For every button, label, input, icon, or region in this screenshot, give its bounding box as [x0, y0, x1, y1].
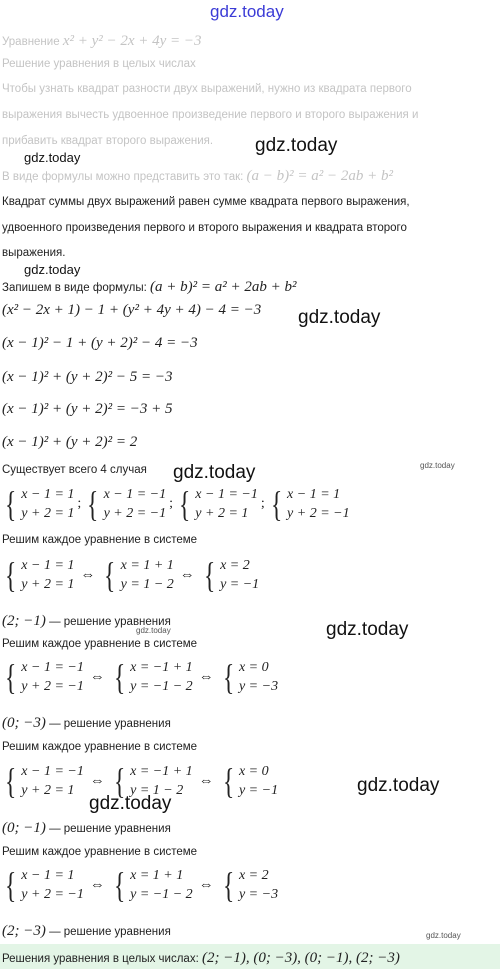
- step-5: (x − 1)² + (y + 2)² = 2: [2, 434, 138, 450]
- equivalence-arrow-icon: ⇔: [80, 566, 96, 583]
- block-2-result-text: — решение уравнения: [49, 718, 171, 730]
- watermark: gdz.today: [173, 462, 256, 483]
- separator: ;: [169, 496, 174, 511]
- case-3-eq-2: y + 2 = 1: [195, 506, 249, 521]
- case-3-eq-1: x − 1 = −1: [195, 487, 258, 502]
- block-1-b-2: y = 1 − 2: [120, 577, 174, 592]
- case-1-eq-2: y + 2 = 1: [21, 506, 75, 521]
- block-4-b-1: x = 1 + 1: [130, 868, 184, 883]
- watermark: gdz.today: [255, 135, 338, 156]
- intro-line-1: Чтобы узнать квадрат разности двух выражений, нужно из квадрата первого: [2, 83, 412, 95]
- equivalence-arrow-icon: ⇔: [198, 772, 214, 789]
- final-answer-label: Решения уравнения в целых числах:: [2, 953, 199, 965]
- block-1-b-1: x = 1 + 1: [120, 558, 174, 573]
- block-1-label: Решим каждое уравнение в системе: [2, 534, 198, 546]
- block-4-b-2: y = −1 − 2: [130, 887, 193, 902]
- brace-icon: {: [222, 761, 234, 801]
- equivalence-arrow-icon: ⇔: [89, 876, 105, 893]
- block-1-c-2: y = −1: [220, 577, 260, 592]
- equivalence-arrow-icon: ⇔: [198, 668, 214, 685]
- brace-icon: {: [104, 555, 116, 595]
- case-2-eq-1: x − 1 = −1: [103, 487, 167, 502]
- brace-icon: {: [222, 865, 234, 905]
- block-4-c-1: x = 2: [238, 868, 269, 883]
- brace-icon: {: [113, 761, 126, 801]
- sum-formula: (a + b)² = a² + 2ab + b²: [150, 279, 297, 295]
- case-4-eq-2: y + 2 = −1: [287, 506, 350, 521]
- watermark: gdz.today: [357, 775, 440, 796]
- watermark: gdz.today: [298, 307, 381, 328]
- step-3: (x − 1)² + (y + 2)² − 5 = −3: [2, 369, 173, 385]
- block-4-a-2: y + 2 = −1: [21, 887, 84, 902]
- block-3-c-2: y = −1: [238, 783, 279, 798]
- separator: ;: [77, 496, 82, 511]
- block-2-result-value: (0; −3): [2, 715, 46, 731]
- block-2-c-2: y = −3: [238, 679, 279, 694]
- equation-label: Уравнение: [2, 36, 60, 48]
- equivalence-arrow-icon: ⇔: [89, 668, 105, 685]
- step-1: (x² − 2x + 1) − 1 + (y² + 4y + 4) − 4 = −3: [2, 302, 262, 318]
- sum-formula-label: Запишем в виде формулы:: [2, 282, 147, 294]
- final-answer-values: (2; −1), (0; −3), (0; −1), (2; −3): [201, 950, 400, 966]
- case-1-eq-1: x − 1 = 1: [21, 487, 75, 502]
- intro-line-2: выражения вычесть удвоенное произведение первого и второго выражения и: [2, 109, 419, 121]
- brace-icon: {: [5, 484, 17, 524]
- block-2-a-2: y + 2 = −1: [21, 679, 84, 694]
- watermark: gdz.today: [24, 150, 81, 165]
- brace-icon: {: [203, 555, 216, 595]
- block-4-c-2: y = −3: [238, 887, 279, 902]
- brace-icon: {: [179, 484, 191, 524]
- block-2-a-1: x − 1 = −1: [21, 660, 84, 675]
- case-4-eq-1: x − 1 = 1: [287, 487, 341, 502]
- watermark: gdz.today: [326, 619, 409, 640]
- block-2-result: [2, 710, 171, 738]
- brace-icon: {: [270, 484, 283, 524]
- difference-formula-label: В виде формулы можно представить это так:: [2, 171, 244, 183]
- equation-heading: [2, 28, 202, 56]
- block-2-chain: [2, 658, 278, 696]
- brace-icon: {: [5, 657, 17, 697]
- block-4-a-1: x − 1 = 1: [21, 868, 75, 883]
- block-1-c-1: x = 2: [220, 558, 250, 573]
- block-1-chain: [2, 556, 259, 594]
- difference-formula: (a − b)² = a² − 2ab + b²: [246, 168, 394, 184]
- rule-line-3: выражения.: [2, 247, 66, 259]
- watermark: gdz.today: [136, 626, 171, 635]
- watermark: gdz.today: [426, 931, 461, 940]
- separator: ;: [260, 496, 265, 511]
- block-1-a-1: x − 1 = 1: [21, 558, 75, 573]
- brace-icon: {: [113, 865, 126, 905]
- block-4-chain: [2, 866, 278, 904]
- rule-line-1: Квадрат суммы двух выражений равен сумме квадрата первого выражения,: [2, 196, 410, 208]
- step-4: (x − 1)² + (y + 2)² = −3 + 5: [2, 401, 173, 417]
- block-2-label: Решим каждое уравнение в системе: [2, 638, 198, 650]
- block-4-result-text: — решение уравнения: [49, 926, 171, 938]
- brace-icon: {: [5, 555, 17, 595]
- block-3-label: Решим каждое уравнение в системе: [2, 741, 198, 753]
- block-3-result-value: (0; −1): [2, 820, 46, 836]
- block-4-label: Решим каждое уравнение в системе: [2, 846, 198, 858]
- intro-line-3: прибавить квадрат второго выражения.: [2, 135, 214, 147]
- cases-label: Существует всего 4 случая: [2, 464, 147, 476]
- equivalence-arrow-icon: ⇔: [179, 566, 195, 583]
- block-1-a-2: y + 2 = 1: [21, 577, 75, 592]
- watermark: gdz.today: [89, 793, 172, 814]
- brace-icon: {: [113, 657, 126, 697]
- equation: x² + y² − 2x + 4y = −3: [62, 33, 202, 49]
- brace-icon: {: [222, 657, 234, 697]
- brace-icon: {: [87, 484, 99, 524]
- case-2-eq-2: y + 2 = −1: [103, 506, 167, 521]
- block-3-a-2: y + 2 = 1: [21, 783, 75, 798]
- block-3-result: [2, 815, 171, 843]
- case-systems: [2, 485, 350, 523]
- block-3-b-2: y = 1 − 2: [130, 783, 184, 798]
- difference-formula-line: [2, 163, 393, 191]
- sum-formula-line: [2, 274, 297, 302]
- block-3-result-text: — решение уравнения: [49, 823, 171, 835]
- block-2-c-1: x = 0: [238, 660, 269, 675]
- block-3-c-1: x = 0: [238, 764, 269, 779]
- step-2: (x − 1)² − 1 + (y + 2)² − 4 = −3: [2, 335, 198, 351]
- block-4-result: [2, 918, 171, 946]
- block-3-b-1: x = −1 + 1: [130, 764, 193, 779]
- block-4-result-value: (2; −3): [2, 923, 46, 939]
- equivalence-arrow-icon: ⇔: [198, 876, 214, 893]
- brace-icon: {: [5, 761, 17, 801]
- watermark: gdz.today: [24, 262, 81, 277]
- block-2-b-2: y = −1 − 2: [130, 679, 193, 694]
- watermark: gdz.today: [420, 461, 455, 470]
- block-1-result-text: — решение уравнения: [49, 616, 171, 628]
- equivalence-arrow-icon: ⇔: [89, 772, 105, 789]
- brace-icon: {: [5, 865, 17, 905]
- rule-line-2: удвоенного произведения первого и второго выражения и квадрата второго: [2, 222, 407, 234]
- top-watermark: gdz.today: [210, 2, 284, 21]
- block-1-result-value: (2; −1): [2, 613, 46, 629]
- block-2-b-1: x = −1 + 1: [130, 660, 193, 675]
- subtitle: Решение уравнения в целых числах: [2, 58, 196, 70]
- block-3-a-1: x − 1 = −1: [21, 764, 84, 779]
